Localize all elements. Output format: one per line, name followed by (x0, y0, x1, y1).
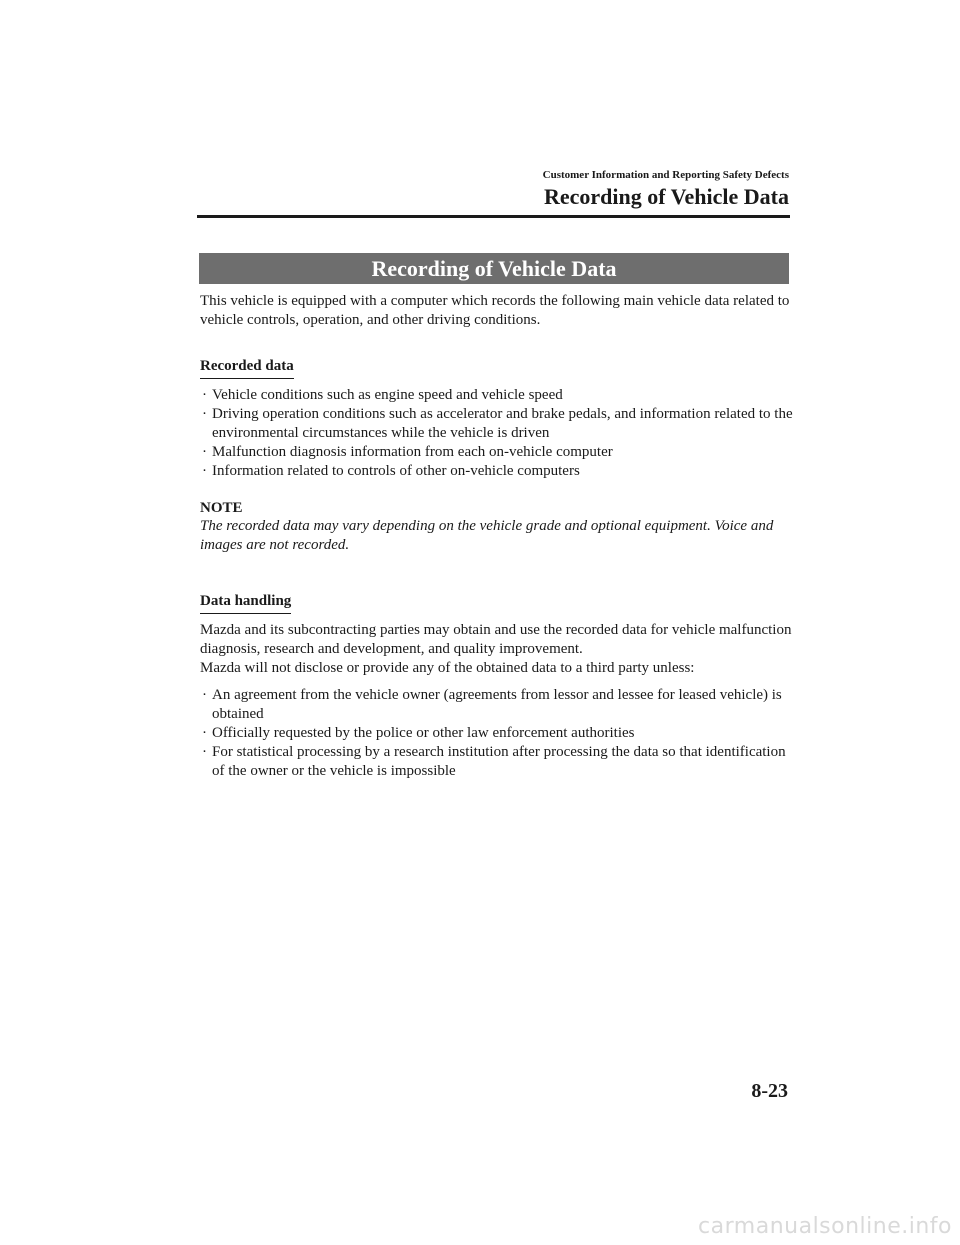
list-item (202, 724, 794, 743)
recorded-data-heading: Recorded data (200, 357, 294, 379)
bullet-icon: · (202, 444, 207, 460)
bullet-icon: · (202, 687, 207, 703)
list-item-text: For statistical processing by a research institution after processing the data so that identification of the owner or the vehicle is impossible (212, 744, 786, 779)
list-item (202, 386, 794, 405)
list-item (202, 462, 794, 481)
recorded-data-list (202, 386, 794, 481)
bullet-icon: · (202, 463, 207, 479)
bullet-icon: · (202, 744, 207, 760)
intro-paragraph (200, 292, 792, 330)
intro-text: This vehicle is equipped with a computer which records the following main vehicle data related to vehicle controls, operation, and other driving conditions. (200, 293, 790, 328)
watermark-text: carmanualsonline.info (698, 1214, 952, 1239)
bullet-icon: · (202, 387, 207, 403)
list-item (202, 686, 794, 724)
list-item-text: An agreement from the vehicle owner (agreements from lessor and lessee for leased vehicle) is obtained (212, 687, 782, 722)
section-banner: Recording of Vehicle Data (199, 253, 789, 284)
header-rule (197, 215, 790, 218)
data-handling-paragraph (200, 621, 792, 678)
running-head-chapter: Customer Information and Reporting Safety Defects (542, 169, 789, 181)
data-handling-text-2: Mazda will not disclose or provide any of the obtained data to a third party unless: (200, 660, 695, 676)
list-item (202, 743, 794, 781)
disclosure-conditions-list (202, 686, 794, 781)
note-text: The recorded data may vary depending on the vehicle grade and optional equipment. Voice and images are not recorded. (200, 518, 774, 553)
list-item (202, 443, 794, 462)
bullet-icon: · (202, 406, 207, 422)
data-handling-text-1: Mazda and its subcontracting parties may obtain and use the recorded data for vehicle malfunction diagnosis, research and development, and quality improvement. (200, 622, 792, 657)
list-item-text: Officially requested by the police or other law enforcement authorities (212, 725, 635, 741)
list-item-text: Information related to controls of other on-vehicle computers (212, 463, 580, 479)
running-head-section: Recording of Vehicle Data (543, 184, 789, 209)
list-item-text: Driving operation conditions such as accelerator and brake pedals, and information related to the environmental circumstances while the vehicle is driven (212, 406, 793, 441)
page-number: 8-23 (751, 1080, 788, 1102)
bullet-icon: · (202, 725, 207, 741)
data-handling-heading: Data handling (200, 592, 291, 614)
list-item-text: Malfunction diagnosis information from each on-vehicle computer (212, 444, 613, 460)
list-item (202, 405, 794, 443)
list-item-text: Vehicle conditions such as engine speed and vehicle speed (212, 387, 563, 403)
note-label: NOTE (200, 500, 243, 516)
